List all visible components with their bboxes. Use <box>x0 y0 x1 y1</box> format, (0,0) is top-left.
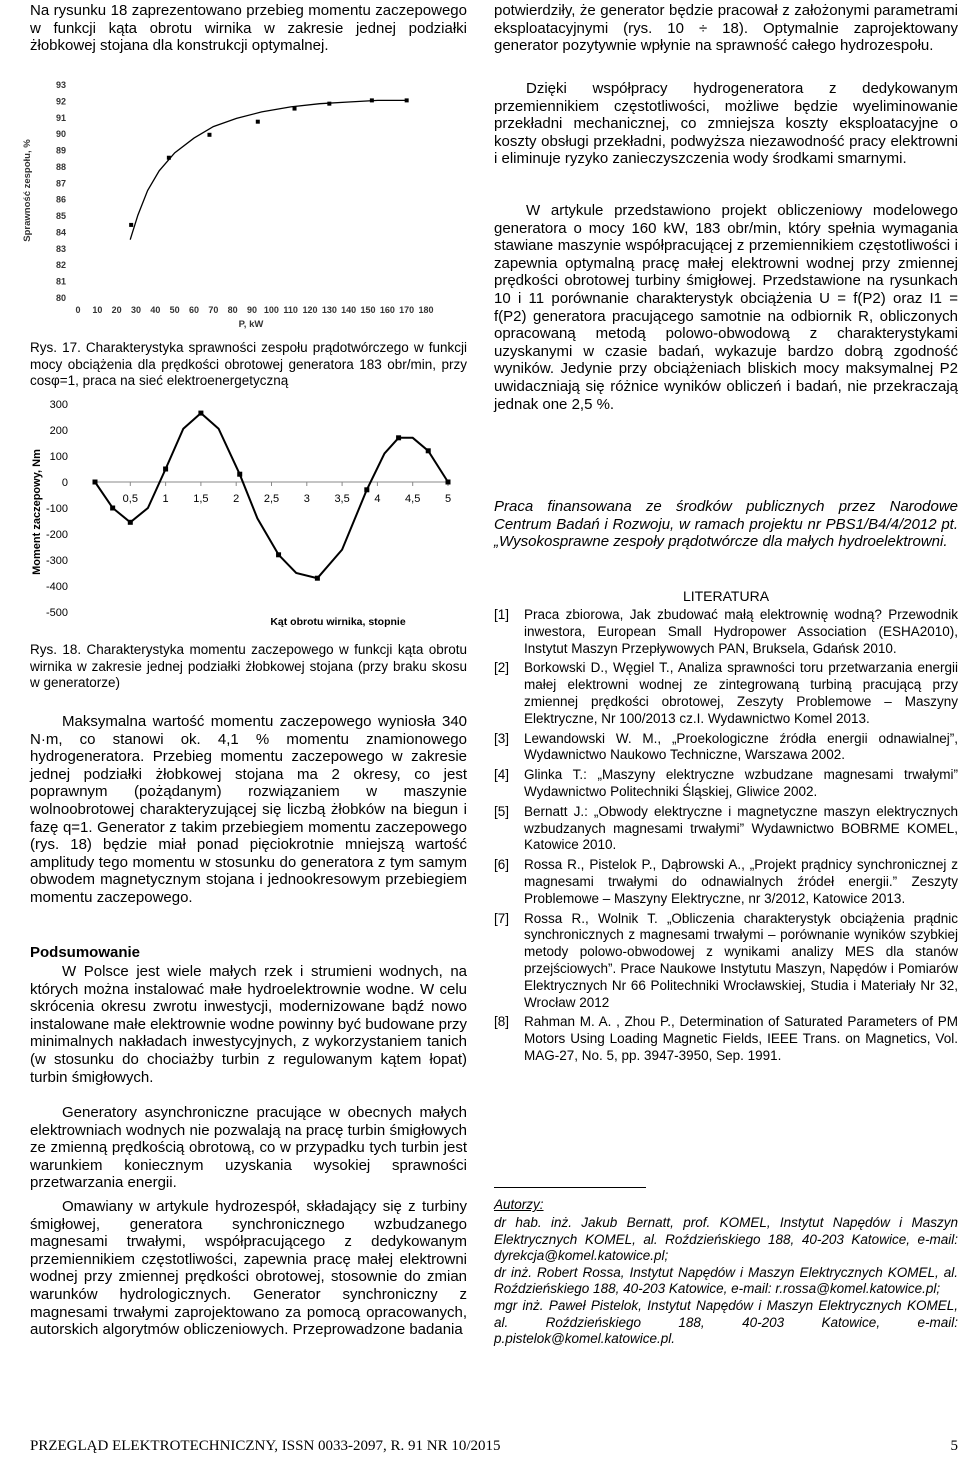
reference-item <box>494 911 958 1012</box>
reference-number: [3] <box>494 730 510 746</box>
cogging-torque-chart-plot <box>31 399 451 628</box>
author-entry: dr inż. Robert Rossa, Instytut Napędów i Maszyn Elektrycznych KOMEL, al. Roździeńskiego 188, 40-203 Katowice, e-mail: r.rossa@komel.katowice.pl; <box>494 1264 958 1297</box>
y-tick-label: 92 <box>55 96 66 107</box>
y-tick-label: -500 <box>45 607 68 619</box>
efficiency-chart-plot <box>22 80 434 330</box>
page-number: 5 <box>950 1438 958 1454</box>
x-tick-label: 10 <box>92 305 103 315</box>
x-tick-label: 0,5 <box>122 493 138 505</box>
y-tick-label: 82 <box>55 260 66 271</box>
fig18-caption: Rys. 18. Charakterystyka momentu zaczepowego w funkcji kąta obrotu wirnika w zakresie jednej podziałki żłobkowej stojana (przy braku skosu w generatorze) <box>30 642 467 691</box>
conclusion-paragraph-1: potwierdziły, że generator będzie pracował z założonymi parametrami eksploatacyjnymi (rys. 10 ÷ 18). Optymalnie zaprojektowany generator pozytywnie wpłynie na sprawność całego hydrozespołu. <box>494 2 958 55</box>
reference-number: [1] <box>494 607 510 622</box>
reference-item <box>494 607 958 657</box>
reference-item <box>494 767 958 801</box>
authors-heading: Autorzy: <box>494 1197 544 1212</box>
x-tick-label: 70 <box>208 305 219 315</box>
y-tick-label: -400 <box>45 581 68 593</box>
x-tick-label: 90 <box>246 305 258 315</box>
data-point-marker <box>256 120 260 124</box>
authors-list <box>494 1215 958 1348</box>
y-tick-label: -100 <box>45 503 68 515</box>
data-point-marker <box>364 487 369 492</box>
page-footer <box>30 1438 958 1455</box>
y-tick-label: 83 <box>55 243 66 254</box>
y-tick-label: 86 <box>55 194 66 205</box>
x-tick-label: 80 <box>227 305 238 315</box>
journal-footer: PRZEGLĄD ELEKTROTECHNICZNY, ISSN 0033-2097, R. 91 NR 10/2015 <box>30 1438 501 1454</box>
efficiency-curve <box>130 100 407 239</box>
reference-item <box>494 857 958 907</box>
reference-item <box>494 1014 958 1064</box>
x-tick-label: 150 <box>360 305 376 315</box>
data-point-marker <box>405 98 409 102</box>
data-point-marker <box>327 102 331 106</box>
y-tick-label: 0 <box>61 477 68 489</box>
reference-number: [6] <box>494 857 510 873</box>
data-point-marker <box>426 448 431 453</box>
x-tick-label: 5 <box>444 493 452 505</box>
reference-item <box>494 804 958 854</box>
reference-item <box>494 731 958 765</box>
data-point-marker <box>276 552 281 557</box>
y-axis-title: Sprawność zespołu, % <box>22 139 33 242</box>
data-point-marker <box>93 480 98 485</box>
x-tick-label: 0 <box>75 305 81 315</box>
literature-heading: LITERATURA <box>682 588 770 604</box>
reference-number: [4] <box>494 767 510 783</box>
reference-number: [7] <box>494 910 510 926</box>
reference-text: Rossa R., Wolnik T. „Obliczenia charakterystyk obciążenia prądnic synchronicznych z magnesami trwałymi – porównanie wyników szybkiej metody polowo-obwodowej z wynikami analizy MES dla stanów przejściowych”. Prace Naukowe Instytutu Maszyn, Napędów i Pomiarów Elektrycznych Nr 66 Politechniki Wrocławskiej, Studia i Materiały Nr 32, Wrocław 2012 <box>524 910 958 1010</box>
x-tick-label: 60 <box>188 305 200 315</box>
y-tick-label: 91 <box>55 112 66 123</box>
authors-divider <box>494 1187 646 1188</box>
data-point-marker <box>396 435 401 440</box>
reference-item <box>494 660 958 727</box>
x-tick-label: 40 <box>150 305 161 315</box>
summary-paragraph-2: Generatory asynchroniczne pracujące w obecnych małych elektrowniach wodnych nie pozwalają na pracę turbin śmigłowych ze zmienną prędkością obrotową, co w przypadku tych turbin jest warunkiem koniecznym uzyskania wysokiej sprawności przetwarzania energii. <box>30 1104 467 1192</box>
y-axis-title: Moment zaczepowy, Nm <box>31 449 43 575</box>
intro-paragraph: Na rysunku 18 zaprezentowano przebieg momentu zaczepowego w funkcji kąta obrotu wirnika w zakresie jednej podziałki żłobkowej stojana dla konstrukcji optymalnej. <box>30 2 467 55</box>
x-tick-label: 170 <box>399 305 415 315</box>
y-tick-label: 88 <box>55 161 66 172</box>
data-point-marker <box>315 576 320 581</box>
x-tick-label: 4,5 <box>405 493 421 505</box>
reference-number: [5] <box>494 803 510 819</box>
x-tick-label: 1,5 <box>193 493 209 505</box>
data-point-marker <box>129 223 133 227</box>
reference-text: Rahman M. A. , Zhou P., Determination of Saturated Parameters of PM Motors Using Loading Magnetic Fields, IEEE Trans. on Magnetics, Vol. MAG-27, No. 5, pp. 3947-3950, Sep. 1991. <box>524 1014 958 1063</box>
y-tick-label: 93 <box>55 80 66 90</box>
x-tick-label: 3 <box>303 493 310 505</box>
x-tick-label: 100 <box>263 305 279 315</box>
y-tick-label: 85 <box>55 211 66 222</box>
reference-text: Rossa R., Pistelok P., Dąbrowski A., „Projekt prądnicy synchronicznej z magnesami trwałymi do odnawialnych źródeł energii.” Zeszyty Problemowe – Maszyny Elektryczne, nr 3/2012, Katowice 2013. <box>524 857 958 906</box>
data-point-marker <box>128 520 133 525</box>
x-tick-label: 180 <box>418 305 434 315</box>
data-point-marker <box>110 506 115 511</box>
x-tick-label: 30 <box>130 305 142 315</box>
x-tick-label: 160 <box>379 305 395 315</box>
y-tick-label: 80 <box>55 293 66 303</box>
x-tick-label: 2,5 <box>263 493 280 505</box>
y-tick-label: 300 <box>49 399 68 411</box>
data-point-marker <box>163 467 168 472</box>
data-point-marker <box>293 107 297 111</box>
funding-note: Praca finansowana ze środków publicznych przez Narodowe Centrum Badań i Rozwoju, w ramach projektu nr PBS1/B4/4/2012 pt. „Wysokosprawne zespoły prądotwórcze dla małych hydroelektrowni. <box>494 498 958 551</box>
data-point-marker <box>167 156 171 160</box>
x-tick-label: 4 <box>374 493 381 505</box>
data-point-marker <box>198 411 203 416</box>
y-tick-label: 100 <box>49 451 68 463</box>
x-tick-label: 140 <box>341 305 357 315</box>
fig17-caption: Rys. 17. Charakterystyka sprawności zespołu prądotwórczego w funkcji mocy obciążenia dla prędkości obrotowej generatora 183 obr/min, przy cosφ=1, praca na sieć elektroenergetyczną <box>30 340 467 389</box>
data-point-marker <box>446 480 451 485</box>
y-tick-label: 90 <box>55 129 66 140</box>
x-axis-title: Kąt obrotu wirnika, stopnie <box>270 616 406 628</box>
author-entry: mgr inż. Paweł Pistelok, Instytut Napędów i Maszyn Elektrycznych KOMEL, al. Roździeńskiego 188, 40-203 Katowice, e-mail: p.pistelok@komel.katowice.pl. <box>494 1297 958 1347</box>
reference-list <box>494 607 958 1068</box>
reference-text: Borkowski D., Węgiel T., Analiza sprawności toru przetwarzania energii małej elektrowni wodnej ze zintegrowaną turbiną pracującą przy zmiennej prędkości obrotowej, Zeszyty Problemowe – Maszyny Elektryczne, Nr 100/2013 cz.I. Wydawnictwo Komel 2013. <box>524 660 958 726</box>
summary-heading: Podsumowanie <box>30 944 141 961</box>
conclusion-paragraph-3: W artykule przedstawiono projekt obliczeniowy modelowego generatora o mocy 160 kW, 183 obr/min, który spełnia wymagania stawiane maszynie współpracującej z przemiennikiem częstotliwości i zapewnia optymalną pracę małej elektrowni wodnej przy zmiennej prędkości obrotowej turbiny śmigłowej. Przedstawione na rysunkach 10 i 11 porównanie charakterystyk obciążenia U = f(P2) oraz I1 = f(P2) generatora pracującego samotnie na odbiornik R, obliczonych opracowaną metodą polowo-obwodową z charakterystykami uzyskanymi w czasie badań, wykazuje bardzo dobrą zgodność wyników. Jedynie przy obciążeniach bliskich mocy maksymalnej P2 uwidaczniają się różnice wyników obliczeń i badań, nie przekraczają jednak one 2,5 %. <box>494 202 958 413</box>
reference-text: Bernatt J.: „Obwody elektryczne i magnetyczne maszyn elektrycznych wzbudzanych magnesami trwałymi” Wydawnictwo BOBRME KOMEL, Katowice 2010. <box>524 803 958 853</box>
x-tick-label: 1 <box>162 493 169 505</box>
reference-number: [8] <box>494 1014 510 1030</box>
author-entry: dr hab. inż. Jakub Bernatt, prof. KOMEL, Instytut Napędów i Maszyn Elektrycznych KOMEL, al. Roździeńskiego 188, 40-203 Katowice, e-mail: dyrekcja@komel.katowice.pl; <box>494 1215 958 1264</box>
y-tick-label: 89 <box>55 145 66 156</box>
y-tick-label: -200 <box>45 529 68 541</box>
y-tick-label: 81 <box>55 276 66 287</box>
x-tick-label: 3,5 <box>334 493 350 505</box>
conclusion-paragraph-2: Dzięki współpracy hydrogeneratora z dedykowanym przemiennikiem częstotliwości, możliwe będzie wyeliminowanie przekładni mechanicznej, co zmniejsza koszty eksploatacyjne o koszty obsługi przekładni, podwyższa niezawodność pracy elektrowni i eliminuje ryzyko zanieczyszczenia wody środkami smarnymi. <box>494 80 958 168</box>
reference-text: Lewandowski W. M., „Proekologiczne źródła energii odnawialnej”, Wydawnictwo Naukowo Techniczne, Warszawa 2002. <box>524 730 958 763</box>
x-tick-label: 50 <box>169 305 180 315</box>
x-tick-label: 110 <box>283 305 298 315</box>
data-point-marker <box>207 133 211 137</box>
paragraph-cogging: Maksymalna wartość momentu zaczepowego wyniosła 340 N·m, co stanowi ok. 4,1 % momentu znamionowego hydrogeneratora. Przebieg momentu zaczepowego w zakresie jednej podziałki żłobkowej stojana ma 2 okresy, co jest poprawnym (pożądanym) rozwiązaniem w maszynie wolnoobrotowej charakteryzującej się liczbą żłobków na biegun i fazę q=1. Generator z takim przebiegiem momentu zaczepowego (rys. 18) będzie miał ponad pięciokrotnie mniejszą wartość amplitudy tego momentu w stosunku do generatora z tym samym obwodem magnetycznym stojana i jednookresowym przebiegiem momentu zaczepowego. <box>30 713 467 906</box>
x-tick-label: 2 <box>233 493 240 505</box>
y-tick-label: 87 <box>55 178 66 189</box>
summary-paragraph-3: Omawiany w artykule hydrozespół, składający się z turbiny śmigłowej, generatora synchronicznego wzbudzanego magnesami trwałymi, współpracującego z dedykowanym przemiennikiem częstotliwości, zapewnia pracę małej elektrowni wodnej przy zmiennej prędkości obrotowej, stosownie do zmian warunków hydrologicznych. Generator synchroniczny z magnesami trwałymi zaprojektowano za pomocą opracowanych, autorskich algorytmów obliczeniowych. Przeprowadzone badania <box>30 1198 467 1339</box>
data-point-marker <box>237 472 242 477</box>
x-tick-label: 120 <box>302 305 318 315</box>
x-tick-label: 20 <box>111 305 122 315</box>
reference-number: [2] <box>494 660 510 676</box>
cogging-torque-chart <box>8 396 468 632</box>
y-tick-label: -300 <box>45 555 68 567</box>
y-tick-label: 200 <box>49 425 68 437</box>
reference-text: Praca zbiorowa, Jak zbudować małą elektrownię wodną? Przewodnik inwestora, European Small Hydropower Association (ESHA2010), Instytut Maszyn Przepływowych PAN, Bruksela, Gdańsk 2010. <box>524 607 958 656</box>
efficiency-chart <box>8 72 448 332</box>
reference-text: Glinka T.: „Maszyny elektryczne wzbudzane magnesami trwałymi” Wydawnictwo Politechniki Śląskiej, Gliwice 2002. <box>524 767 958 799</box>
x-tick-label: 130 <box>321 305 337 315</box>
y-tick-label: 84 <box>55 227 66 238</box>
data-point-marker <box>370 98 374 102</box>
summary-paragraph-1: W Polsce jest wiele małych rzek i strumieni wodnych, na których można instalować małe hydroelektrownie wodne. W celu skrócenia okresu zwrotu inwestycji, modernizowane bądź nowo instalowane małe elektrownie wodne powinny być budowane przy minimalnych nakładach inwestycyjnych, z wykorzystaniem tanich (w stosunku do chociażby turbin z regulowanym kątem łopat) turbin śmigłowych. <box>30 963 467 1086</box>
x-axis-title: P, kW <box>238 319 264 330</box>
